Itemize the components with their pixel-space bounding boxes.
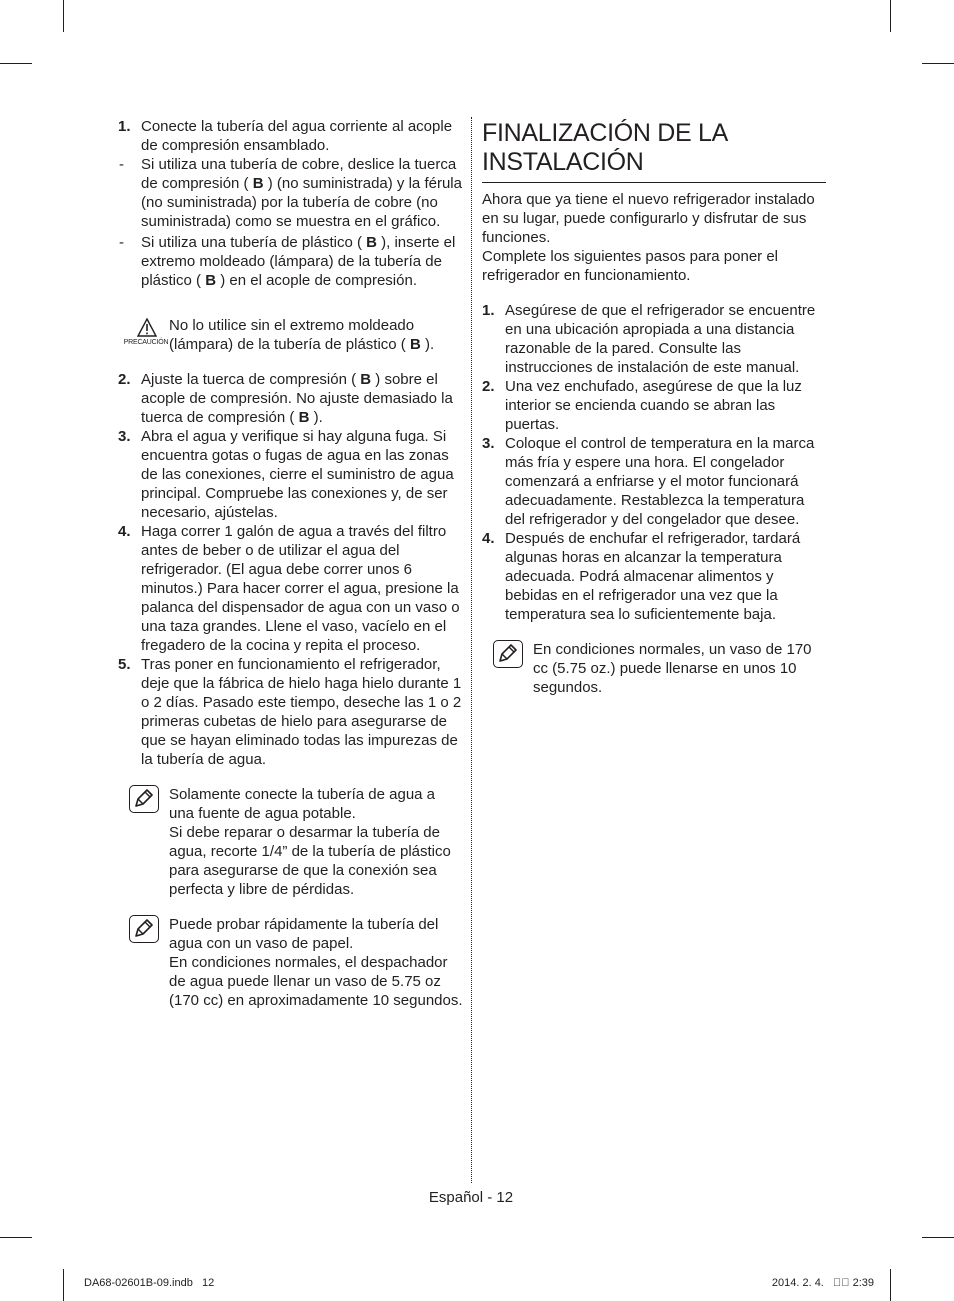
intro-paragraph: Ahora que ya tiene el nuevo refrigerador instalado en su lugar, puede configurarlo y disfrutar de sus funciones.	[482, 191, 815, 246]
step-3	[118, 427, 464, 522]
step-2	[118, 370, 464, 427]
step-number: 1.	[482, 302, 495, 319]
sub-step-text: ) (no suministrada) y la férula (no suministrada) por la tubería de cobre (no suministrada) como se muestra en el gráfico.	[141, 175, 462, 230]
part-letter: B	[360, 371, 372, 388]
caution-text: No lo utilice sin el extremo moldeado (lámpara) de la tubería de plástico (	[169, 317, 415, 353]
step-number: 2.	[482, 378, 495, 395]
note-text: Solamente conecte la tubería de agua a una fuente de agua potable.	[169, 786, 436, 822]
note-text: Si debe reparar o desarmar la tubería de agua, recorte 1/4” de la tubería de plástico para asegurarse de que la conexión sea perfecta y libre de pérdidas.	[169, 824, 451, 898]
part-letter: B	[298, 409, 310, 426]
sub-step-text: ), inserte el extremo moldeado (lámpara) de la tubería de plástico (	[141, 234, 456, 289]
step-text: ) sobre el acople de compresión. No ajuste demasiado la tuerca de compresión (	[141, 371, 453, 426]
sub-step-text: ) en el acople de compresión.	[216, 272, 417, 289]
part-letter: B	[409, 336, 421, 353]
column-divider	[471, 117, 472, 1183]
note-text: Puede probar rápidamente la tubería del agua con un vaso de papel.	[169, 916, 439, 952]
step-text: Haga correr 1 galón de agua a través del filtro antes de beber o de utilizar el agua del refrigerador. (El agua debe correr unos 6 minutos.) Para hacer correr el agua, presione la palanca del dispensador de agua con un vaso o una taza grandes. Llene el vaso, vacíelo en el fregadero de la cocina y repita el proceso.	[141, 523, 460, 654]
step-text: Después de enchufar el refrigerador, tardará algunas horas en alcanzar la temperatura adecuada. Podrá almacenar alimentos y bebidas en el refrigerador una vez que la temperatura sea lo suficientemente baja.	[505, 530, 801, 623]
crop-mark-bottom-right-h	[922, 1237, 954, 1238]
step-1	[118, 117, 464, 155]
dash-bullet: -	[119, 156, 124, 173]
crop-mark-top-left-h	[0, 63, 32, 64]
step-text: Ajuste la tuerca de compresión (	[141, 371, 361, 388]
page-number-footer	[0, 1189, 954, 1206]
step-number: 5.	[118, 656, 131, 673]
finish-step-4	[482, 529, 826, 624]
crop-mark-top-right-h	[922, 63, 954, 64]
finish-step-1	[482, 301, 826, 377]
left-column	[118, 117, 464, 1010]
step-number: 4.	[482, 530, 495, 547]
sub-step-text: Si utiliza una tubería de cobre, deslice la tuerca de compresión (	[141, 156, 457, 192]
part-letter: B	[366, 234, 377, 251]
step-text: ).	[309, 409, 323, 426]
step-number: 4.	[118, 523, 131, 540]
step-text: Asegúrese de que el refrigerador se encuentre en una ubicación apropiada a una distancia razonable de la pared. Consulte las instrucciones de instalación de este manual.	[505, 302, 816, 376]
crop-mark-bottom-right-v	[890, 1269, 891, 1301]
step-text: Conecte la tubería del agua corriente al acople de compresión ensamblado.	[141, 118, 453, 154]
note-pencil-icon	[493, 640, 523, 668]
note-pencil-icon	[129, 785, 159, 813]
print-date: 2014. 2. 4. ￿￿ 2:39	[771, 1277, 874, 1289]
part-letter: B	[252, 175, 264, 192]
step-text: Tras poner en funcionamiento el refrigerador, deje que la fábrica de hielo haga hielo durante 1 o 2 días. Pasado este tiempo, deseche las 1 o 2 primeras cubetas de hielo para asegurarse de que se hayan eliminado todas las impurezas de la tubería de agua.	[141, 656, 462, 768]
note-block-paper-cup	[118, 915, 464, 1010]
page-label: Español - 12	[428, 1189, 514, 1206]
note-text: En condiciones normales, el despachador de agua puede llenar un vaso de 5.75 oz (170 cc) en aproximadamente 10 segundos.	[169, 954, 463, 1009]
crop-mark-top-right-v	[890, 0, 891, 32]
crop-mark-bottom-left-h	[0, 1237, 32, 1238]
section-heading: FINALIZACIÓN DE LA INSTALACIÓN	[482, 117, 826, 183]
step-text: Coloque el control de temperatura en la marca más fría y espere una hora. El congelador comenzará a enfriarse y el motor funcionará adecuadamente. Restablezca la temperatura del refrigerador y del congelador que desee.	[505, 435, 815, 528]
warning-triangle-icon	[122, 318, 168, 350]
intro-paragraph: Complete los siguientes pasos para poner el refrigerador en funcionamiento.	[482, 248, 779, 284]
note-pencil-icon	[129, 915, 159, 943]
right-column	[482, 117, 826, 697]
step-number: 3.	[482, 435, 495, 452]
caution-label: PRECAUCIÓN	[123, 339, 169, 346]
note-block-fill-time	[482, 640, 826, 697]
step-number: 2.	[118, 371, 131, 388]
note-block-potable	[118, 785, 464, 899]
step-5	[118, 655, 464, 769]
print-file-name: DA68-02601B-09.indb 12	[84, 1277, 215, 1289]
crop-mark-top-left-v	[63, 0, 64, 32]
finish-step-2	[482, 377, 826, 434]
step-4	[118, 522, 464, 655]
sub-step-text: Si utiliza una tubería de plástico (	[141, 234, 367, 251]
sub-step-plastic	[118, 233, 464, 290]
step-text: Una vez enchufado, asegúrese de que la luz interior se encienda cuando se abran las puertas.	[505, 378, 802, 433]
caution-block	[118, 316, 464, 354]
step-text: Abra el agua y verifique si hay alguna fuga. Si encuentra gotas o fugas de agua en las zonas de las conexiones, cierre el suministro de agua principal. Compruebe las conexiones y, de ser necesario, ajústelas.	[141, 428, 454, 521]
step-number: 1.	[118, 118, 131, 135]
finish-step-3	[482, 434, 826, 529]
caution-text: ).	[420, 336, 435, 353]
sub-step-copper	[118, 155, 464, 231]
crop-mark-bottom-left-v	[63, 1269, 64, 1301]
step-number: 3.	[118, 428, 131, 445]
note-text: En condiciones normales, un vaso de 170 cc (5.75 oz.) puede llenarse en unos 10 segundos.	[533, 641, 812, 696]
part-letter: B	[205, 272, 217, 289]
dash-bullet: -	[119, 234, 124, 251]
